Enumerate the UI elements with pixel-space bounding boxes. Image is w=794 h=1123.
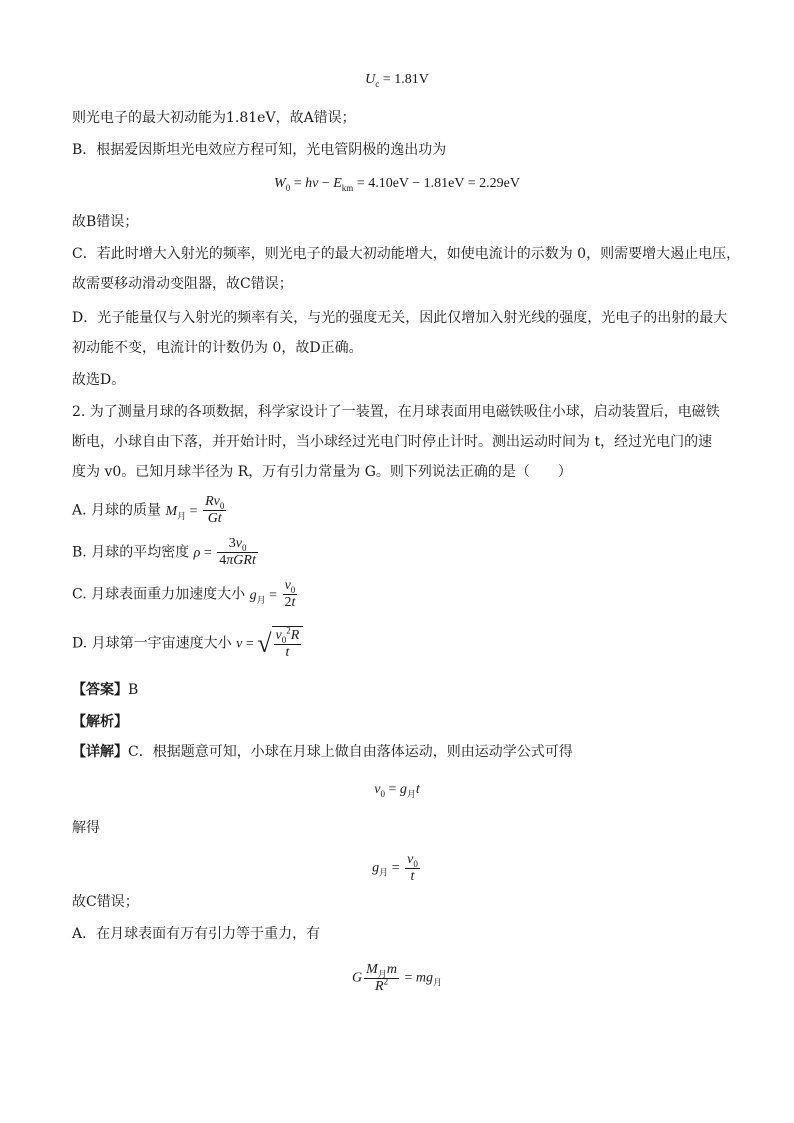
option-b: B. 月球的平均密度 ρ = $\frac{3v_0}{\text{4πGRt}}$ [72,536,256,568]
option-c: C. 月球表面重力加速度大小 $g_月$ = $\frac{v_0}{2t}$ [72,578,296,610]
text-line: 故需要移动滑动变阻器，故C错误； [72,276,293,292]
answer-line: 【答案】B [72,682,139,698]
detail-line: 【详解】C．根据题意可知，小球在月球上做自由落体运动，则由运动学公式可得 [72,744,573,760]
formula-gravity: G $\frac{M_月m}{R^2}$ = $mg_月$ [352,962,442,994]
text-line: 解得 [72,820,100,836]
text-line: A．在月球表面有万有引力等于重力，有 [72,926,321,942]
analysis-heading: 【解析】 [72,714,128,730]
formula-g-moon: $g_月$ = $\frac{v_0}{t}$ [372,852,418,884]
text-line: D．光子能量仅与入射光的频率有关，与光的强度无关，因此仅增加入射光线的强度，光电子的出射的最大 [72,310,728,326]
text-line: 初动能不变，电流计的计数仍为 0，故D正确。 [72,340,363,356]
formula-uc: $U_c = 1.81V$ [365,72,429,89]
text-line: 故选D。 [72,372,126,388]
option-d: D. 月球第一宇宙速度大小 v = √ $\frac{v_0^2R}{t}$ [72,626,722,661]
text-line: B．根据爱因斯坦光电效应方程可知，光电管阴极的逸出功为 [72,142,447,158]
text-line: C．若此时增大入射光的频率，则光电子的最大初动能增大，如使电流计的示数为 0，则需要增大遏止电压， [72,246,741,262]
question-2-text: 2. 为了测量月球的各项数据，科学家设计了一装置，在月球表面用电磁铁吸住小球，启动装置后，电磁铁 [72,404,720,420]
text-line: 故C错误； [72,894,139,910]
text-line: 则光电子的最大初动能为1.81eV，故A错误； [72,110,356,126]
question-2-text: 断电，小球自由下落，并开始计时，当小球经过光电门时停止计时。测出运动时间为 t，经过光电门的速 [72,434,713,450]
text-line: 故B错误； [72,214,139,230]
option-a: A. 月球的质量 $M_月$ = $\frac{Rv_0}{Gt}$ [72,494,225,526]
formula-work-function: $W_0 = h\nu - E_{km} = 4.10eV - 1.81eV = 2.29eV$ [274,176,520,193]
formula-v0: $v_0 = g_月t$ [374,782,420,799]
question-2-text: 度为 v0。已知月球半径为 R，万有引力常量为 G。则下列说法正确的是（ ） [72,464,572,480]
